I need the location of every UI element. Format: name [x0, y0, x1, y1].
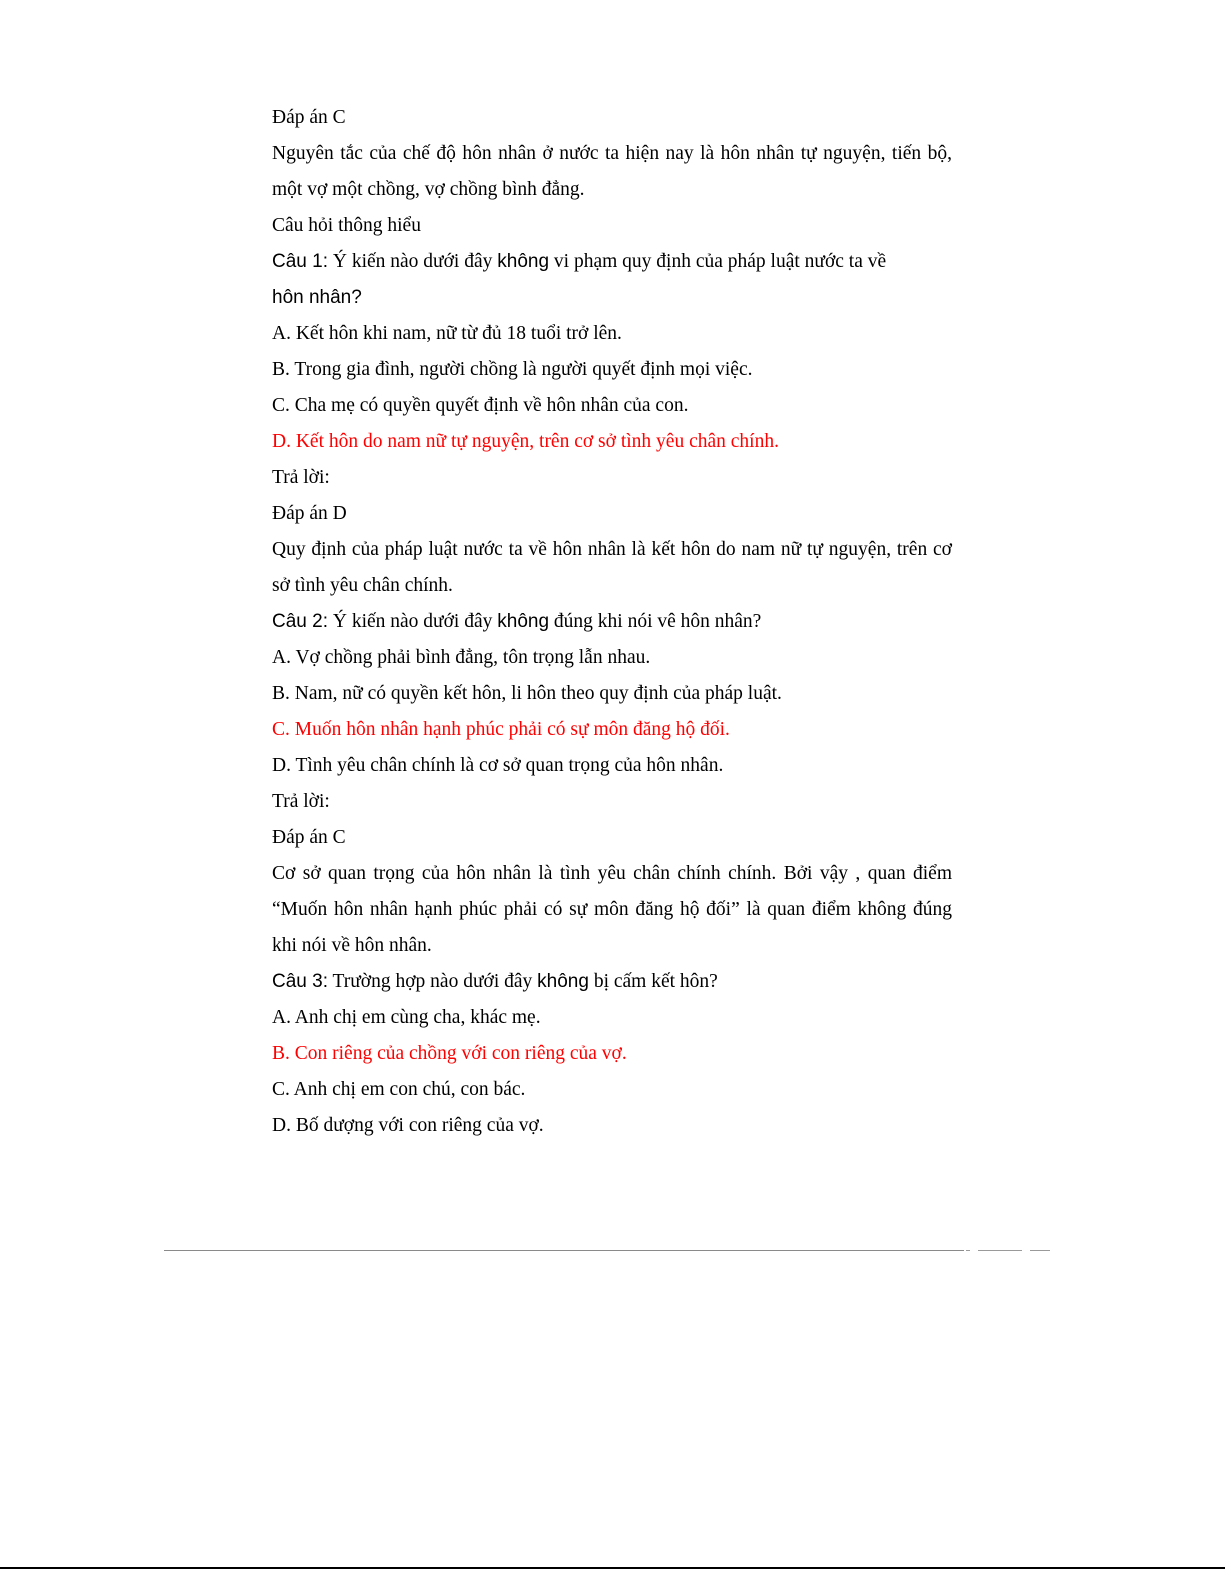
footer-divider: [164, 1250, 964, 1251]
section-title: Câu hỏi thông hiểu: [272, 215, 421, 236]
question-label: Câu 1:: [272, 251, 328, 272]
question-1: [272, 244, 952, 316]
question-label: Câu 3:: [272, 971, 328, 992]
question-text: đúng khi nói vê hôn nhân?: [549, 611, 762, 632]
question-text: Ý kiến nào dưới đây: [327, 251, 498, 272]
document-page: [272, 100, 952, 1144]
explanation-paragraph: Nguyên tắc của chế độ hôn nhân ở nước ta hiện nay là hôn nhân tự nguyện, tiến bộ, một vợ một chồng, vợ chồng bình đẳng.: [272, 143, 952, 200]
question-text: bị cấm kết hôn?: [588, 971, 718, 992]
reply-label: Trả lời:: [272, 467, 330, 488]
question-label: Câu 2:: [272, 611, 328, 632]
option-a: A. Kết hôn khi nam, nữ từ đủ 18 tuổi trở lên.: [272, 323, 622, 344]
option-c: C. Anh chị em con chú, con bác.: [272, 1079, 526, 1100]
option-c: C. Cha mẹ có quyền quyết định về hôn nhân của con.: [272, 395, 689, 416]
option-d: D. Tình yêu chân chính là cơ sở quan trọng của hôn nhân.: [272, 755, 724, 776]
question-text: hôn nhân?: [272, 287, 362, 308]
footer-divider-tick: [1030, 1250, 1050, 1251]
option-a: A. Anh chị em cùng cha, khác mẹ.: [272, 1007, 541, 1028]
question-keyword: không: [537, 971, 589, 992]
footer-divider-tick: [966, 1250, 970, 1251]
page-bottom-edge: [0, 1567, 1225, 1587]
explanation-paragraph: Cơ sở quan trọng của hôn nhân là tình yêu chân chính chính. Bởi vậy , quan điểm “Muốn hôn nhân hạnh phúc phải có sự môn đăng hộ đối” là quan điểm không đúng khi nói về hôn nhân.: [272, 863, 952, 956]
option-b: B. Trong gia đình, người chồng là người quyết định mọi việc.: [272, 359, 753, 380]
explanation-paragraph: Quy định của pháp luật nước ta về hôn nhân là kết hôn do nam nữ tự nguyện, trên cơ sở tình yêu chân chính.: [272, 539, 952, 596]
option-b-correct: B. Con riêng của chồng với con riêng của vợ.: [272, 1043, 627, 1064]
answer-line: Đáp án C: [272, 827, 346, 848]
option-a: A. Vợ chồng phải bình đẳng, tôn trọng lẫn nhau.: [272, 647, 651, 668]
question-2: [272, 604, 952, 640]
question-keyword: không: [497, 251, 550, 272]
question-keyword: không: [497, 611, 550, 632]
answer-line: Đáp án D: [272, 503, 347, 524]
answer-line: Đáp án C: [272, 107, 346, 128]
option-b: B. Nam, nữ có quyền kết hôn, li hôn theo quy định của pháp luật.: [272, 683, 782, 704]
question-text: vi phạm quy định của pháp luật nước ta về: [549, 251, 887, 272]
footer-divider-tick: [978, 1250, 1022, 1251]
option-c-correct: C. Muốn hôn nhân hạnh phúc phải có sự môn đăng hộ đối.: [272, 719, 730, 740]
reply-label: Trả lời:: [272, 791, 330, 812]
question-text: Ý kiến nào dưới đây: [327, 611, 498, 632]
question-3: [272, 964, 952, 1000]
option-d-correct: D. Kết hôn do nam nữ tự nguyện, trên cơ sở tình yêu chân chính.: [272, 431, 779, 452]
option-d: D. Bố dượng với con riêng của vợ.: [272, 1115, 544, 1136]
question-text: Trường hợp nào dưới đây: [327, 971, 538, 992]
